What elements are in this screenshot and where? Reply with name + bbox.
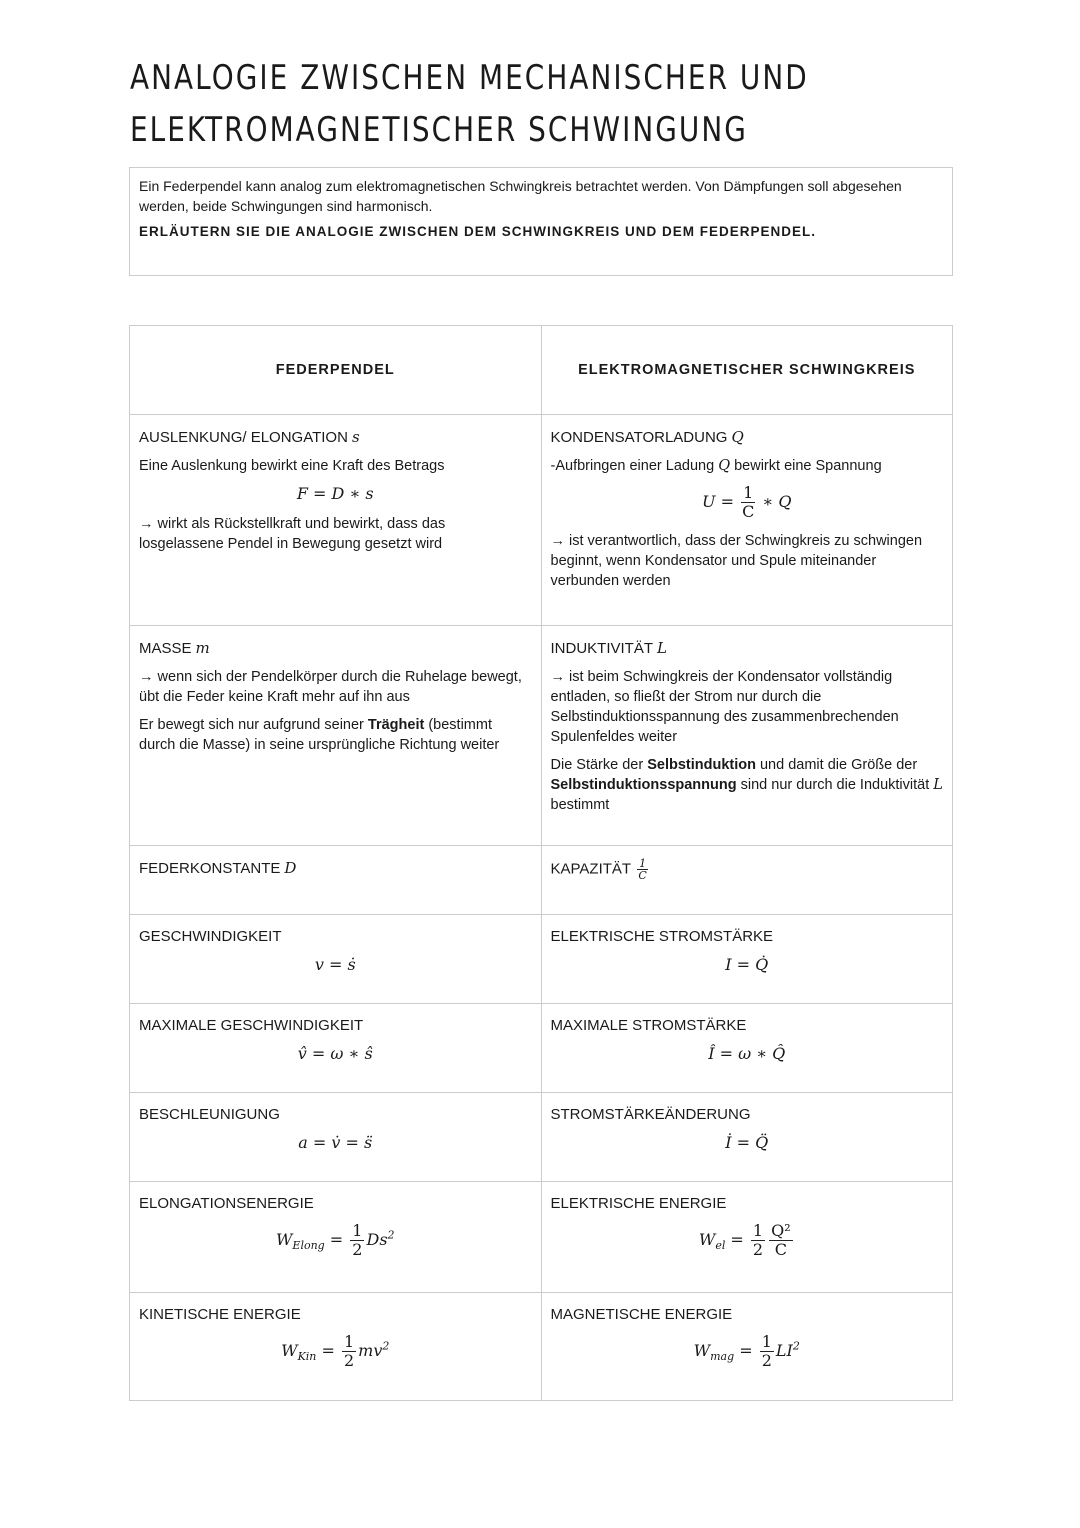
text-run: → ist verantwortlich, dass der Schwingkreis zu schwingen beginnt, wenn Kondensator und Spule miteinander verbunden werden [550, 533, 923, 589]
schwingkreis-cell [541, 915, 953, 1004]
cell-label [551, 1016, 944, 1036]
formula-text: v = ṡ [314, 955, 356, 974]
formula-text: = [316, 1341, 340, 1360]
cell-label [551, 1305, 944, 1325]
formula-subscript: el [715, 1239, 726, 1253]
formula-text: mv [358, 1341, 383, 1360]
formula-text: = [725, 1230, 749, 1249]
formula [551, 1222, 944, 1259]
formula-text: v̂ = ω ∗ ŝ [297, 1044, 373, 1063]
quantity-name: BESCHLEUNIGUNG [139, 1106, 280, 1123]
federpendel-cell [130, 415, 542, 626]
schwingkreis-cell [541, 415, 953, 626]
formula-superscript: 2 [792, 1339, 800, 1353]
formula-text: LI [775, 1341, 793, 1360]
text-run: Er bewegt sich nur aufgrund seiner [139, 717, 368, 733]
quantity-name: ELEKTRISCHE ENERGIE [550, 1195, 727, 1212]
cell-label [139, 427, 532, 448]
quantity-name: GESCHWINDIGKEIT [139, 928, 282, 945]
formula-text: İ = Q̈ [725, 1133, 769, 1152]
formula-text: = [324, 1230, 349, 1249]
quantity-name: MAXIMALE STROMSTÄRKE [550, 1017, 747, 1034]
title-line-2: ELEKTROMAGNETISCHER SCHWINGUNG [130, 110, 748, 150]
task-box [129, 167, 953, 276]
fraction-numerator: 1 [743, 483, 754, 502]
paragraph [139, 514, 532, 554]
formula [139, 1222, 532, 1259]
fraction [769, 1222, 793, 1259]
formula [551, 1044, 944, 1064]
schwingkreis-cell [541, 1093, 953, 1182]
quantity-symbol: Q [731, 428, 744, 446]
header-federpendel: FEDERPENDEL [130, 326, 542, 415]
formula-text: I = Q̇ [725, 955, 769, 974]
formula [139, 1333, 532, 1370]
cell-label [551, 1194, 944, 1214]
cell-label [139, 1105, 532, 1125]
federpendel-cell [130, 846, 542, 915]
formula-superscript: 2 [387, 1228, 395, 1242]
quantity-symbol: D [284, 859, 297, 877]
fraction-numerator: 1 [752, 1221, 764, 1240]
formula-text: ∗ Q [757, 492, 792, 511]
schwingkreis-cell [541, 1182, 953, 1293]
fraction [637, 858, 648, 881]
cell-label [551, 638, 944, 659]
fraction-denominator: 2 [752, 1240, 764, 1259]
quantity-symbol: m [195, 639, 210, 657]
quantity-name: MAXIMALE GESCHWINDIGKEIT [139, 1017, 364, 1034]
quantity-symbol: L [657, 639, 667, 657]
formula-subscript: mag [710, 1350, 735, 1364]
table-body [130, 415, 953, 1401]
fraction [350, 1222, 364, 1259]
formula-text: Ds [366, 1230, 388, 1249]
bold-term: Trägheit [367, 717, 425, 733]
text-run: und damit die Größe der [755, 757, 918, 773]
table-row [130, 626, 953, 846]
table-row [130, 1004, 953, 1093]
fraction [741, 484, 755, 521]
paragraph [139, 667, 532, 707]
federpendel-cell [130, 626, 542, 846]
text-run: → wirkt als Rückstellkraft und bewirkt, dass das losgelassene Pendel in Bewegung gesetzt wird [139, 516, 446, 552]
fraction [751, 1222, 765, 1259]
schwingkreis-cell [541, 1004, 953, 1093]
formula-text: F = D ∗ s [296, 484, 374, 503]
fraction-denominator: 2 [761, 1351, 772, 1370]
quantity-name: INDUKTIVITÄT [550, 640, 654, 657]
paragraph [139, 456, 532, 476]
paragraph [551, 667, 944, 747]
federpendel-cell [130, 1093, 542, 1182]
federpendel-cell [130, 1004, 542, 1093]
formula-superscript: 2 [382, 1339, 390, 1353]
cell-label [139, 1305, 532, 1325]
schwingkreis-cell [541, 846, 953, 915]
paragraph [139, 715, 532, 755]
table-row [130, 1182, 953, 1293]
fraction-denominator: C [638, 869, 647, 882]
title-line-1: ANALOGIE ZWISCHEN MECHANISCHER UND [130, 58, 809, 98]
text-run: -Aufbringen einer Ladung [550, 458, 719, 474]
quantity-name: KONDENSATORLADUNG [550, 429, 728, 446]
quantity-name: FEDERKONSTANTE [139, 860, 281, 877]
schwingkreis-cell [541, 626, 953, 846]
table-row [130, 1293, 953, 1401]
fraction-numerator: 1 [639, 857, 647, 870]
text-run: bewirkt eine Spannung [730, 458, 882, 474]
formula [139, 1133, 532, 1153]
formula [139, 955, 532, 975]
text-run: Eine Auslenkung bewirkt eine Kraft des Betrags [139, 458, 445, 474]
formula [139, 1044, 532, 1064]
fraction [760, 1333, 774, 1370]
cell-label [139, 1016, 532, 1036]
formula [551, 1133, 944, 1153]
cell-label [139, 1194, 532, 1214]
fraction-numerator: Q² [771, 1221, 791, 1240]
quantity-name: AUSLENKUNG/ ELONGATION [139, 429, 348, 446]
page-title [130, 52, 950, 156]
quantity-name: ELEKTRISCHE STROMSTÄRKE [550, 928, 774, 945]
table-row [130, 846, 953, 915]
formula-text: Î = ω ∗ Q̂ [708, 1044, 786, 1063]
paragraph [551, 456, 944, 476]
quantity-name: ELONGATIONSENERGIE [139, 1195, 314, 1212]
quantity-name: STROMSTÄRKEÄNDERUNG [550, 1106, 751, 1123]
table-row [130, 1093, 953, 1182]
fraction-denominator: 2 [343, 1351, 355, 1370]
text-run: → wenn sich der Pendelkörper durch die Ruhelage bewegt, übt die Feder keine Kraft mehr auf ihn aus [139, 669, 522, 705]
fraction [342, 1333, 356, 1370]
cell-label [551, 1105, 944, 1125]
formula-text: W [698, 1230, 716, 1249]
formula-text: = [734, 1341, 758, 1360]
text-run: sind nur durch die Induktivität [736, 777, 934, 793]
formula [551, 1333, 944, 1370]
math-symbol: Q [718, 458, 731, 474]
schwingkreis-cell [541, 1293, 953, 1401]
federpendel-cell [130, 915, 542, 1004]
formula [139, 484, 532, 504]
paragraph [551, 531, 944, 591]
formula-text: U = [702, 492, 740, 511]
formula [551, 484, 944, 521]
fraction-denominator: 2 [352, 1240, 363, 1259]
formula-text: W [275, 1230, 293, 1249]
formula-text: W [281, 1341, 298, 1360]
formula-text: W [693, 1341, 711, 1360]
math-symbol: L [933, 777, 943, 793]
cell-label [139, 927, 532, 947]
table-row [130, 915, 953, 1004]
task-intro: Ein Federpendel kann analog zum elektromagnetischen Schwingkreis betrachtet werden. Von Dämpfungen soll abgesehen werden, beide Schwingungen sind harmonisch. [139, 178, 902, 214]
bold-term: Selbstinduktionsspannung [550, 777, 737, 793]
formula [551, 955, 944, 975]
fraction-denominator: C [774, 1240, 787, 1259]
fraction-numerator: 1 [761, 1332, 772, 1351]
quantity-symbol: s [351, 428, 360, 446]
cell-label [139, 858, 532, 879]
header-schwingkreis: ELEKTROMAGNETISCHER SCHWINGKREIS [541, 326, 953, 415]
federpendel-cell [130, 1182, 542, 1293]
text-run: (bestimmt durch die Masse) in seine ursprüngliche Richtung weiter [139, 717, 500, 753]
fraction-denominator: C [742, 502, 755, 521]
cell-label [551, 927, 944, 947]
text-run: → ist beim Schwingkreis der Kondensator vollständig entladen, so fließt der Strom nur durch die Selbstinduktionsspannung des zusammenbrechenden Spulenfeldes weiter [550, 669, 899, 745]
analogy-table [129, 325, 953, 1401]
text-run: Die Stärke der [550, 757, 648, 773]
federpendel-cell [130, 1293, 542, 1401]
cell-label [551, 427, 944, 448]
fraction-numerator: 1 [352, 1221, 363, 1240]
table-header-row [130, 326, 953, 415]
quantity-name: MASSE [139, 640, 192, 657]
fraction-numerator: 1 [343, 1332, 355, 1351]
paragraph [551, 755, 944, 815]
cell-label [551, 858, 944, 881]
task-question: ERLÄUTERN SIE DIE ANALOGIE ZWISCHEN DEM SCHWINGKREIS UND DEM FEDERPENDEL. [139, 224, 817, 239]
quantity-name: KAPAZITÄT [550, 860, 632, 878]
formula-subscript: Kin [297, 1350, 317, 1364]
formula-subscript: Elong [292, 1239, 325, 1253]
text-run: bestimmt [550, 797, 610, 813]
cell-label [139, 638, 532, 659]
quantity-name: MAGNETISCHE ENERGIE [550, 1306, 733, 1323]
quantity-name: KINETISCHE ENERGIE [139, 1306, 301, 1323]
formula-text: a = v̇ = s̈ [298, 1133, 373, 1152]
table-row [130, 415, 953, 626]
bold-term: Selbstinduktion [647, 757, 756, 773]
